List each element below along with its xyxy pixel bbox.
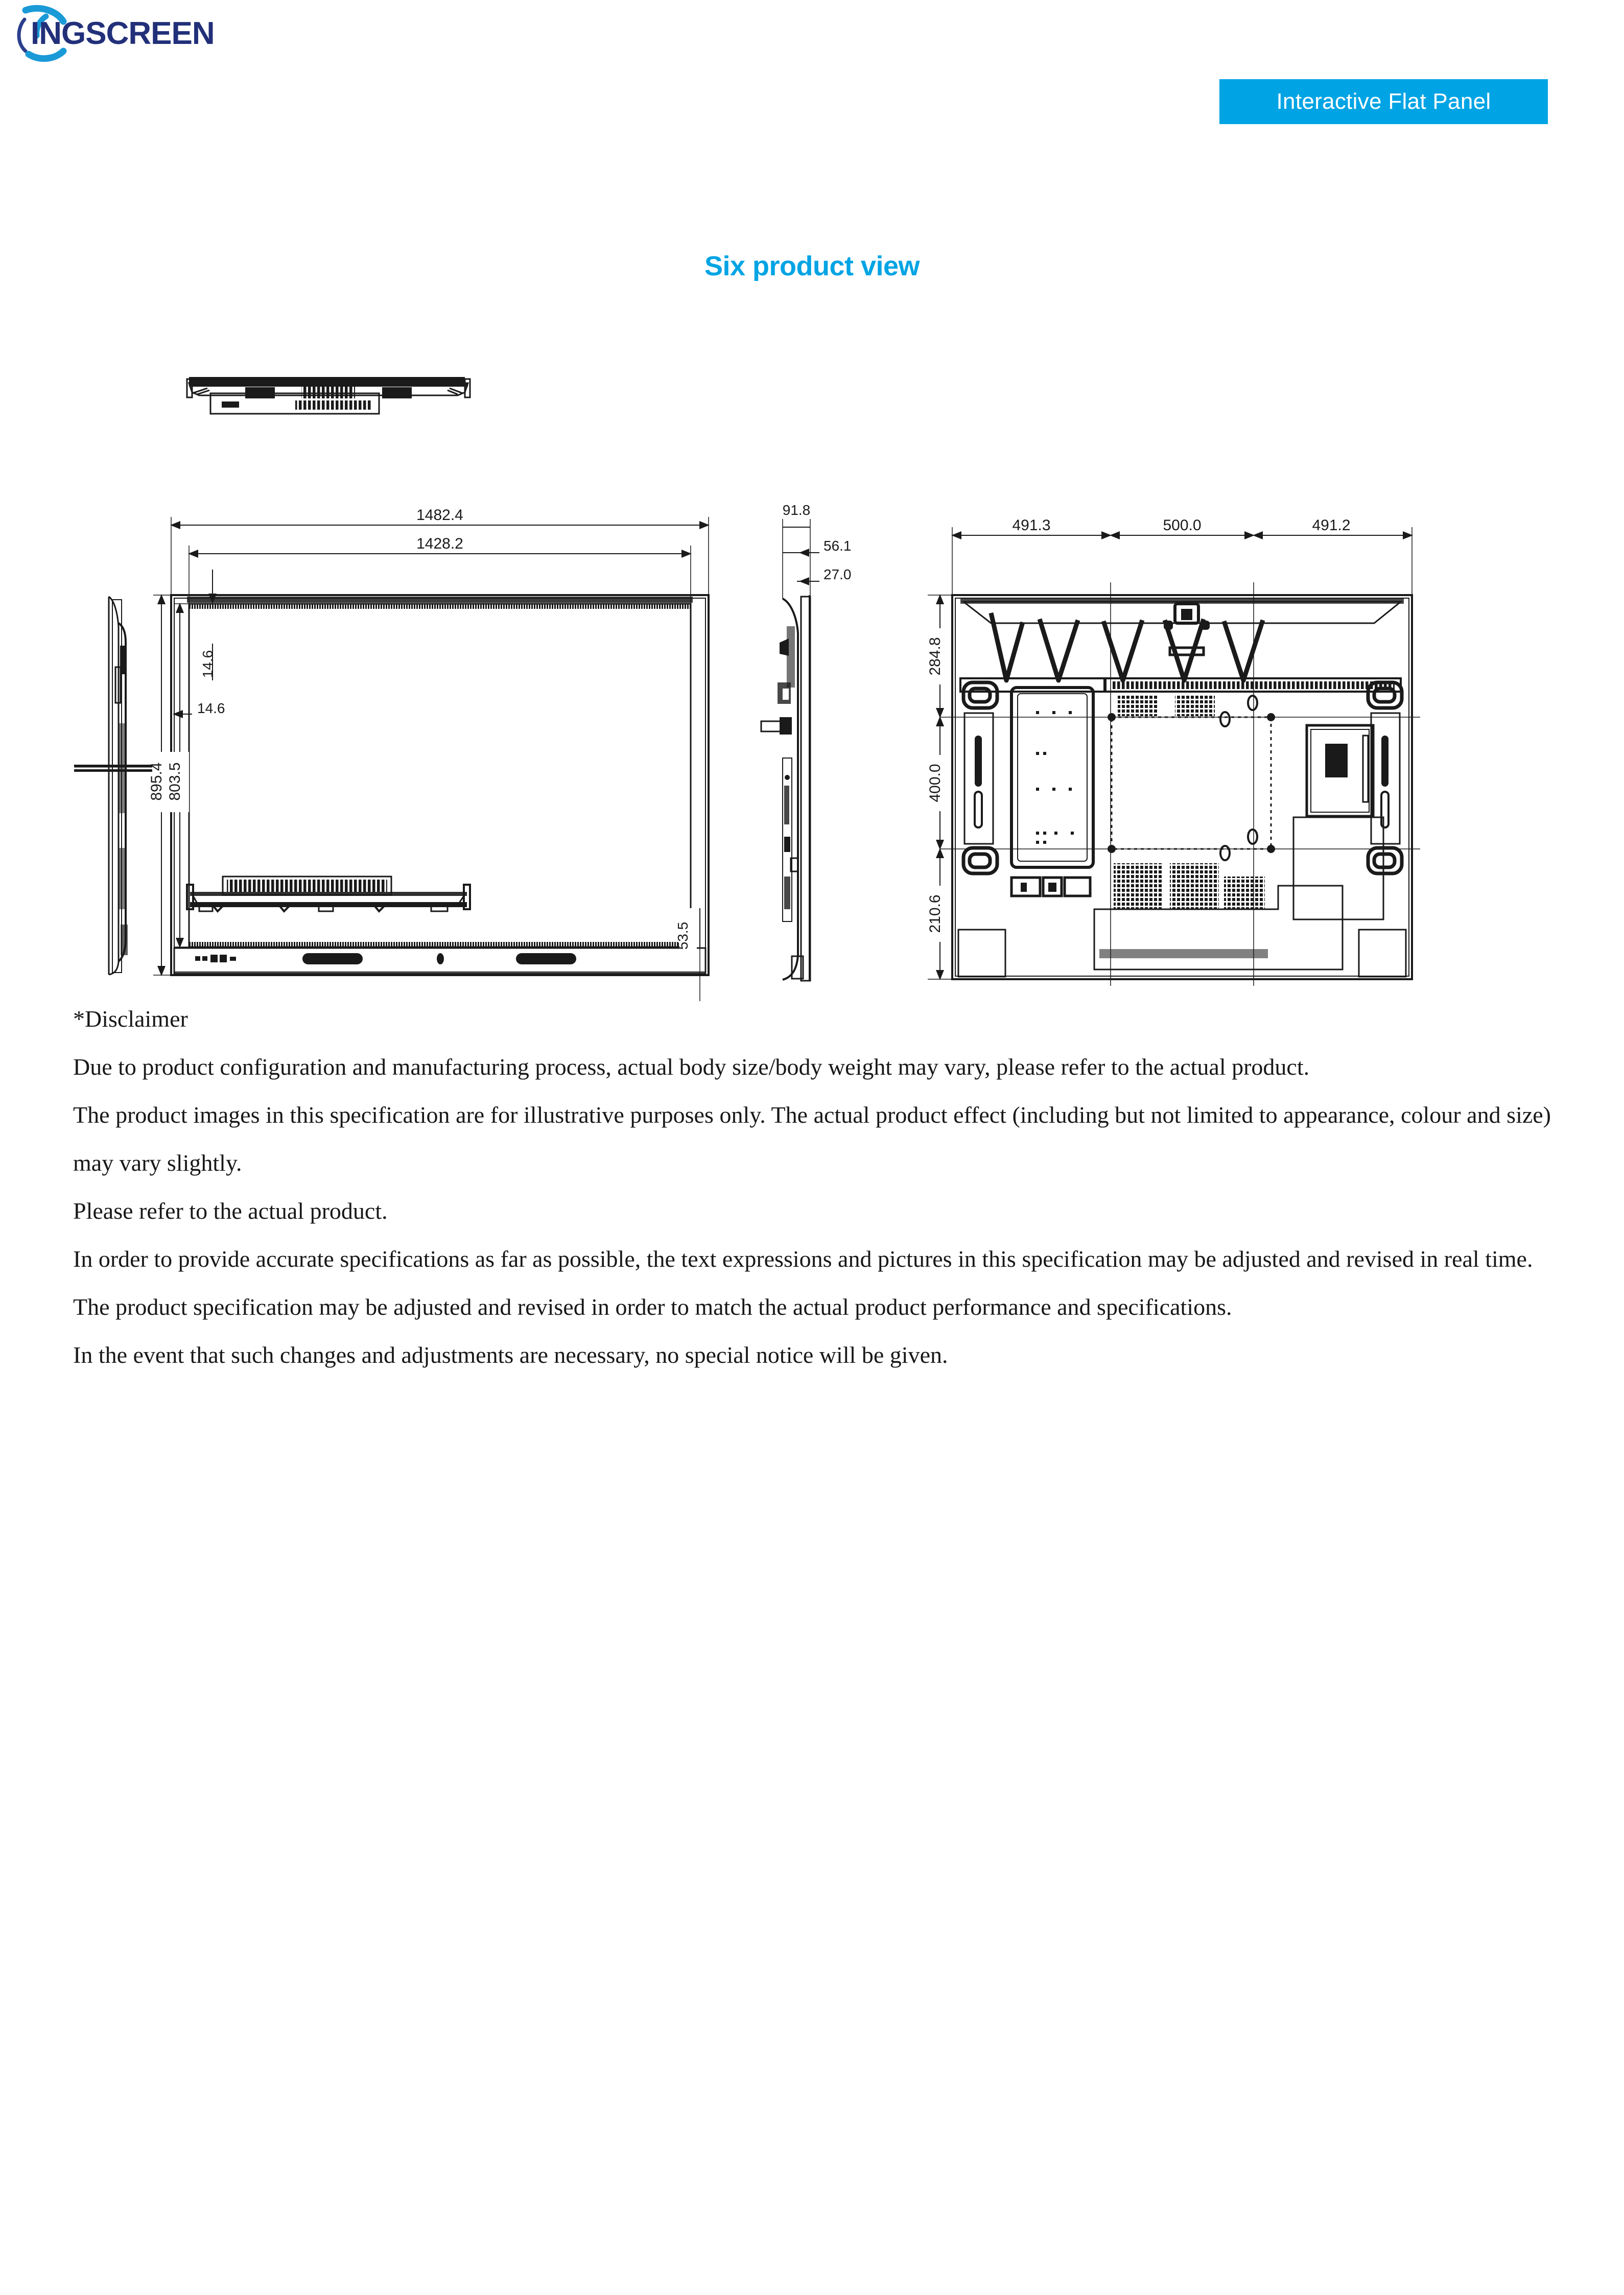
page-header	[0, 0, 1624, 133]
drawing-front-view	[148, 506, 709, 1001]
drawing-right-side-view	[761, 502, 861, 981]
dimension-label-rear-width-right: 491.2	[1312, 517, 1351, 534]
dimension-1428-2	[189, 534, 691, 604]
dimension-500-0	[1111, 516, 1254, 535]
ingscreen-logo	[14, 4, 229, 65]
disclaimer-section	[73, 995, 1551, 1379]
dimension-label-front-outer-width: 1482.4	[416, 507, 463, 524]
drawing-bottom-view	[187, 877, 470, 911]
dimension-label-front-active-width: 1428.2	[416, 535, 463, 552]
disclaimer-paragraph: Please refer to the actual product.	[73, 1198, 388, 1224]
disclaimer-heading: *Disclaimer	[73, 1006, 188, 1032]
dimension-label-rear-width-left: 491.3	[1012, 517, 1051, 534]
dimension-label-front-bottom-bezel: 53.5	[675, 921, 691, 950]
drawing-rear-view	[927, 516, 1420, 986]
drawing-top-view	[187, 377, 470, 414]
dimension-label-side-depth-mid: 56.1	[823, 538, 852, 554]
dimension-label-front-bezel-top: 14.6	[200, 650, 216, 678]
dimension-400-0	[927, 717, 949, 849]
svg-text:INGSCREEN: INGSCREEN	[31, 16, 215, 51]
dimension-label-front-bezel-left: 14.6	[197, 700, 225, 716]
product-category-label: Interactive Flat Panel	[1276, 89, 1491, 114]
dimension-label-rear-height-top: 284.8	[927, 637, 944, 676]
dimension-label-front-active-height: 803.5	[167, 762, 183, 801]
dimension-210-6	[927, 849, 952, 979]
dimension-284-8	[927, 595, 952, 717]
disclaimer-paragraph: In order to provide accurate specifications as far as possible, the text expressions and pictures in this specification may be adjusted and revised in real time.	[73, 1246, 1533, 1272]
dimension-491-2	[1254, 516, 1412, 595]
dimension-label-rear-height-bottom: 210.6	[927, 894, 944, 933]
disclaimer-paragraph: The product specification may be adjusted and revised in order to match the actual product performance and specifications.	[73, 1294, 1232, 1320]
six-view-technical-drawing	[92, 337, 1441, 950]
dimension-label-side-panel-depth: 27.0	[823, 566, 852, 582]
disclaimer-paragraph: Due to product configuration and manufacturing process, actual body size/body weight may vary, please refer to the actual product.	[73, 1054, 1310, 1080]
dimension-91-8	[776, 502, 819, 599]
dimension-label-side-total-depth: 91.8	[782, 502, 811, 518]
dimension-491-3	[952, 516, 1111, 595]
disclaimer-paragraph: The product images in this specification are for illustrative purposes only. The actual product effect (including but not limited to appearance, colour and size) may vary slightly.	[73, 1102, 1551, 1176]
dimension-left-bezel-14-6	[174, 700, 231, 717]
dimension-56-1	[783, 537, 861, 554]
page-title: Six product view	[704, 251, 920, 281]
product-category-badge	[1219, 79, 1548, 124]
front-bottom-ports	[195, 955, 236, 962]
disclaimer-paragraph: In the event that such changes and adjustments are necessary, no special notice will be given.	[73, 1342, 948, 1368]
dimension-label-rear-width-center: 500.0	[1163, 517, 1202, 534]
dimension-top-bezel-14-6	[200, 570, 216, 680]
dimension-label-front-outer-height: 895.4	[148, 762, 165, 801]
dimension-53-5	[675, 908, 700, 1001]
dimension-label-rear-vesa-height: 400.0	[927, 764, 944, 802]
dimension-27-0	[797, 566, 861, 582]
dimension-803-5	[167, 604, 189, 947]
